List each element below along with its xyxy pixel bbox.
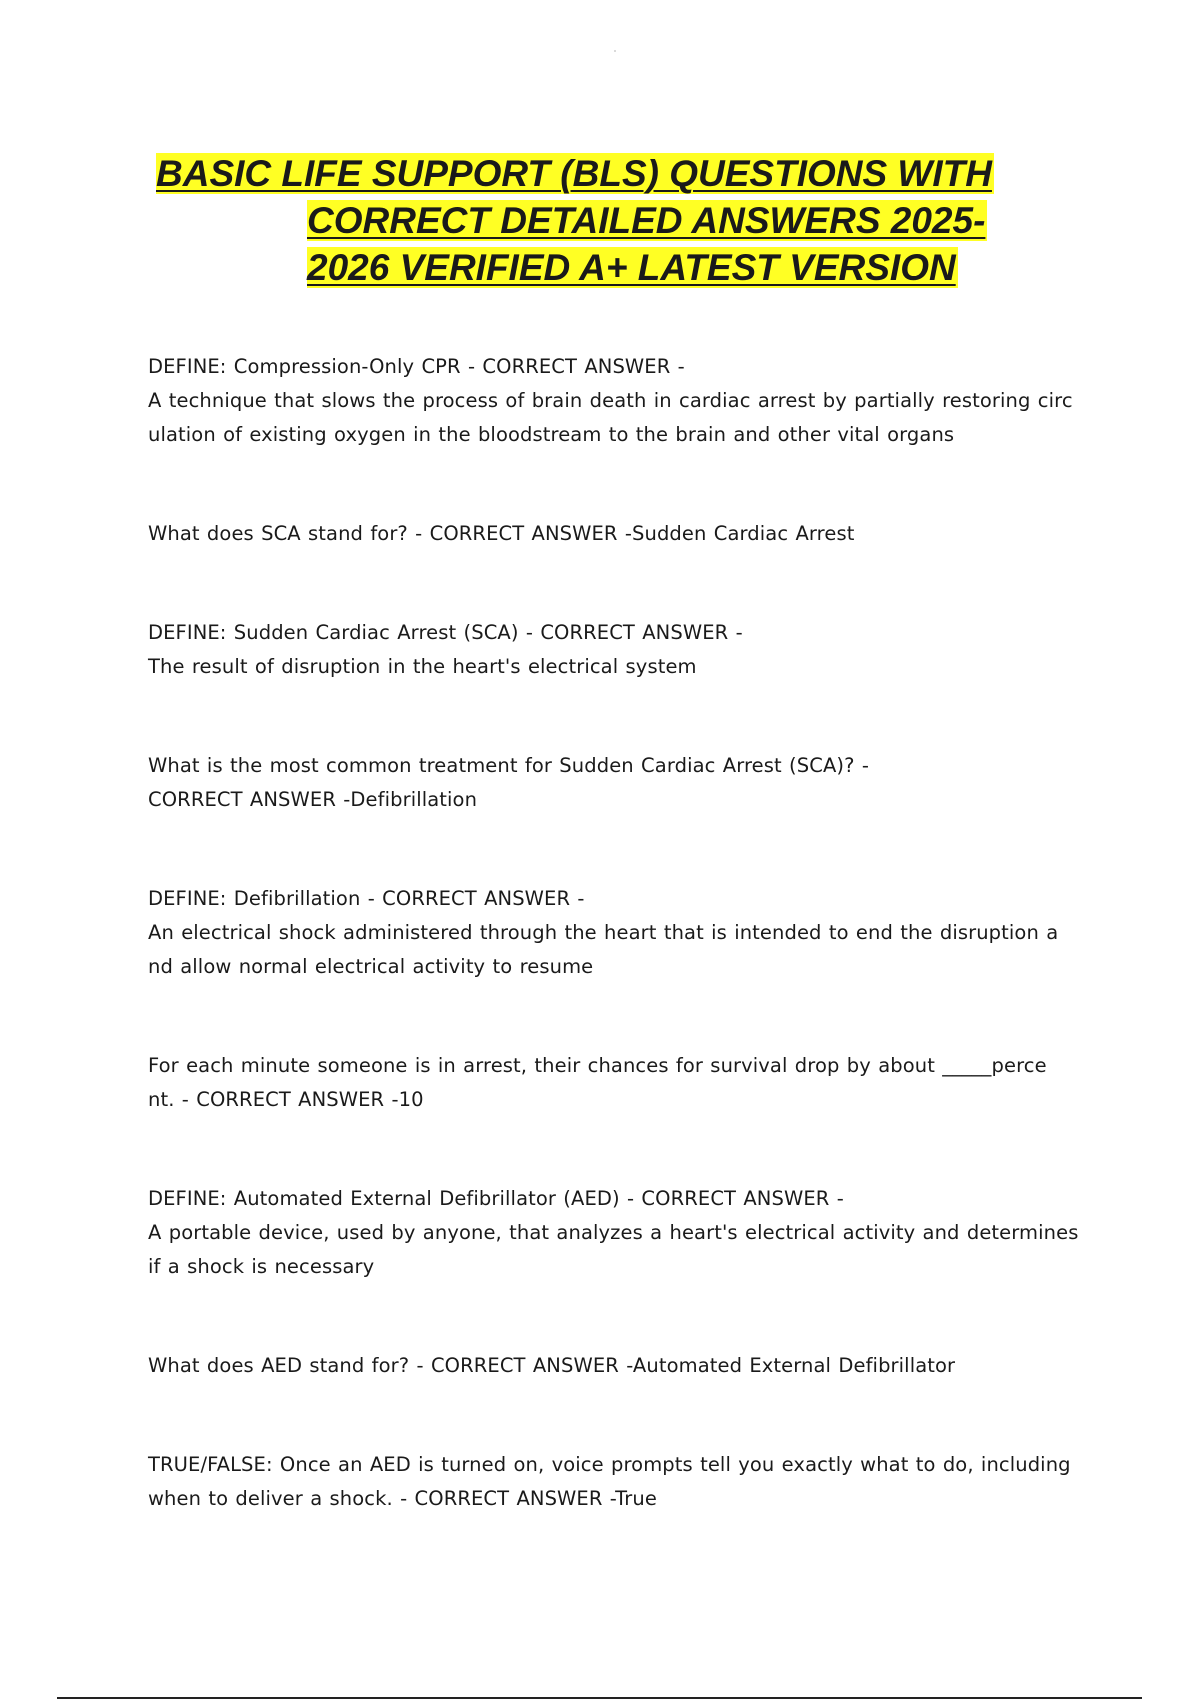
qa-answer-line: nd allow normal electrical activity to resume xyxy=(148,955,594,978)
qa-question: DEFINE: Automated External Defibrillator (AED) - CORRECT ANSWER - xyxy=(148,1187,844,1210)
qa-question: What is the most common treatment for Sudden Cardiac Arrest (SCA)? - xyxy=(148,754,869,777)
qa-question: DEFINE: Sudden Cardiac Arrest (SCA) - CORRECT ANSWER - xyxy=(148,621,743,644)
qa-answer-line: An electrical shock administered through the heart that is intended to end the disruption a xyxy=(148,921,1059,944)
document-title xyxy=(152,150,1072,291)
qa-question: What does AED stand for? - CORRECT ANSWER -Automated External Defibrillator xyxy=(148,1354,956,1377)
qa-question: TRUE/FALSE: Once an AED is turned on, voice prompts tell you exactly what to do, including xyxy=(148,1453,1071,1476)
qa-answer-line: A technique that slows the process of brain death in cardiac arrest by partially restoring circ xyxy=(148,389,1073,412)
title-line-3: 2026 VERIFIED A+ LATEST VERSION xyxy=(307,247,956,288)
qa-answer-line: The result of disruption in the heart's electrical system xyxy=(148,655,697,678)
qa-item-sca-treatment xyxy=(148,749,1083,817)
qa-item-aed-definition xyxy=(148,1182,1083,1284)
qa-answer-line: A portable device, used by anyone, that analyzes a heart's electrical activity and determines xyxy=(148,1221,1079,1244)
qa-item-defibrillation xyxy=(148,882,1083,984)
qa-item-aed-voice-prompts xyxy=(148,1448,1083,1516)
qa-question: What does SCA stand for? - CORRECT ANSWER -Sudden Cardiac Arrest xyxy=(148,522,855,545)
qa-question: DEFINE: Defibrillation - CORRECT ANSWER - xyxy=(148,887,585,910)
title-line-2: CORRECT DETAILED ANSWERS 2025- xyxy=(307,200,986,241)
qa-item-sca-definition xyxy=(148,616,1083,684)
qa-item-sca-acronym xyxy=(148,517,1083,551)
qa-answer-line: nt. - CORRECT ANSWER -10 xyxy=(148,1088,424,1111)
scan-speck xyxy=(614,50,616,52)
qa-item-survival-drop xyxy=(148,1049,1083,1117)
qa-answer-line: ulation of existing oxygen in the bloodstream to the brain and other vital organs xyxy=(148,423,955,446)
qa-list xyxy=(148,350,1083,1516)
qa-answer-line: if a shock is necessary xyxy=(148,1255,375,1278)
title-line-1: BASIC LIFE SUPPORT (BLS) QUESTIONS WITH xyxy=(156,153,992,194)
page-bottom-rule xyxy=(57,1697,1142,1699)
qa-question: For each minute someone is in arrest, their chances for survival drop by about _____perce xyxy=(148,1054,1047,1077)
qa-answer-line: when to deliver a shock. - CORRECT ANSWER -True xyxy=(148,1487,657,1510)
qa-item-compression-only-cpr xyxy=(148,350,1083,452)
qa-item-aed-acronym xyxy=(148,1349,1083,1383)
qa-answer-line: CORRECT ANSWER -Defibrillation xyxy=(148,788,478,811)
qa-question: DEFINE: Compression-Only CPR - CORRECT ANSWER - xyxy=(148,355,685,378)
